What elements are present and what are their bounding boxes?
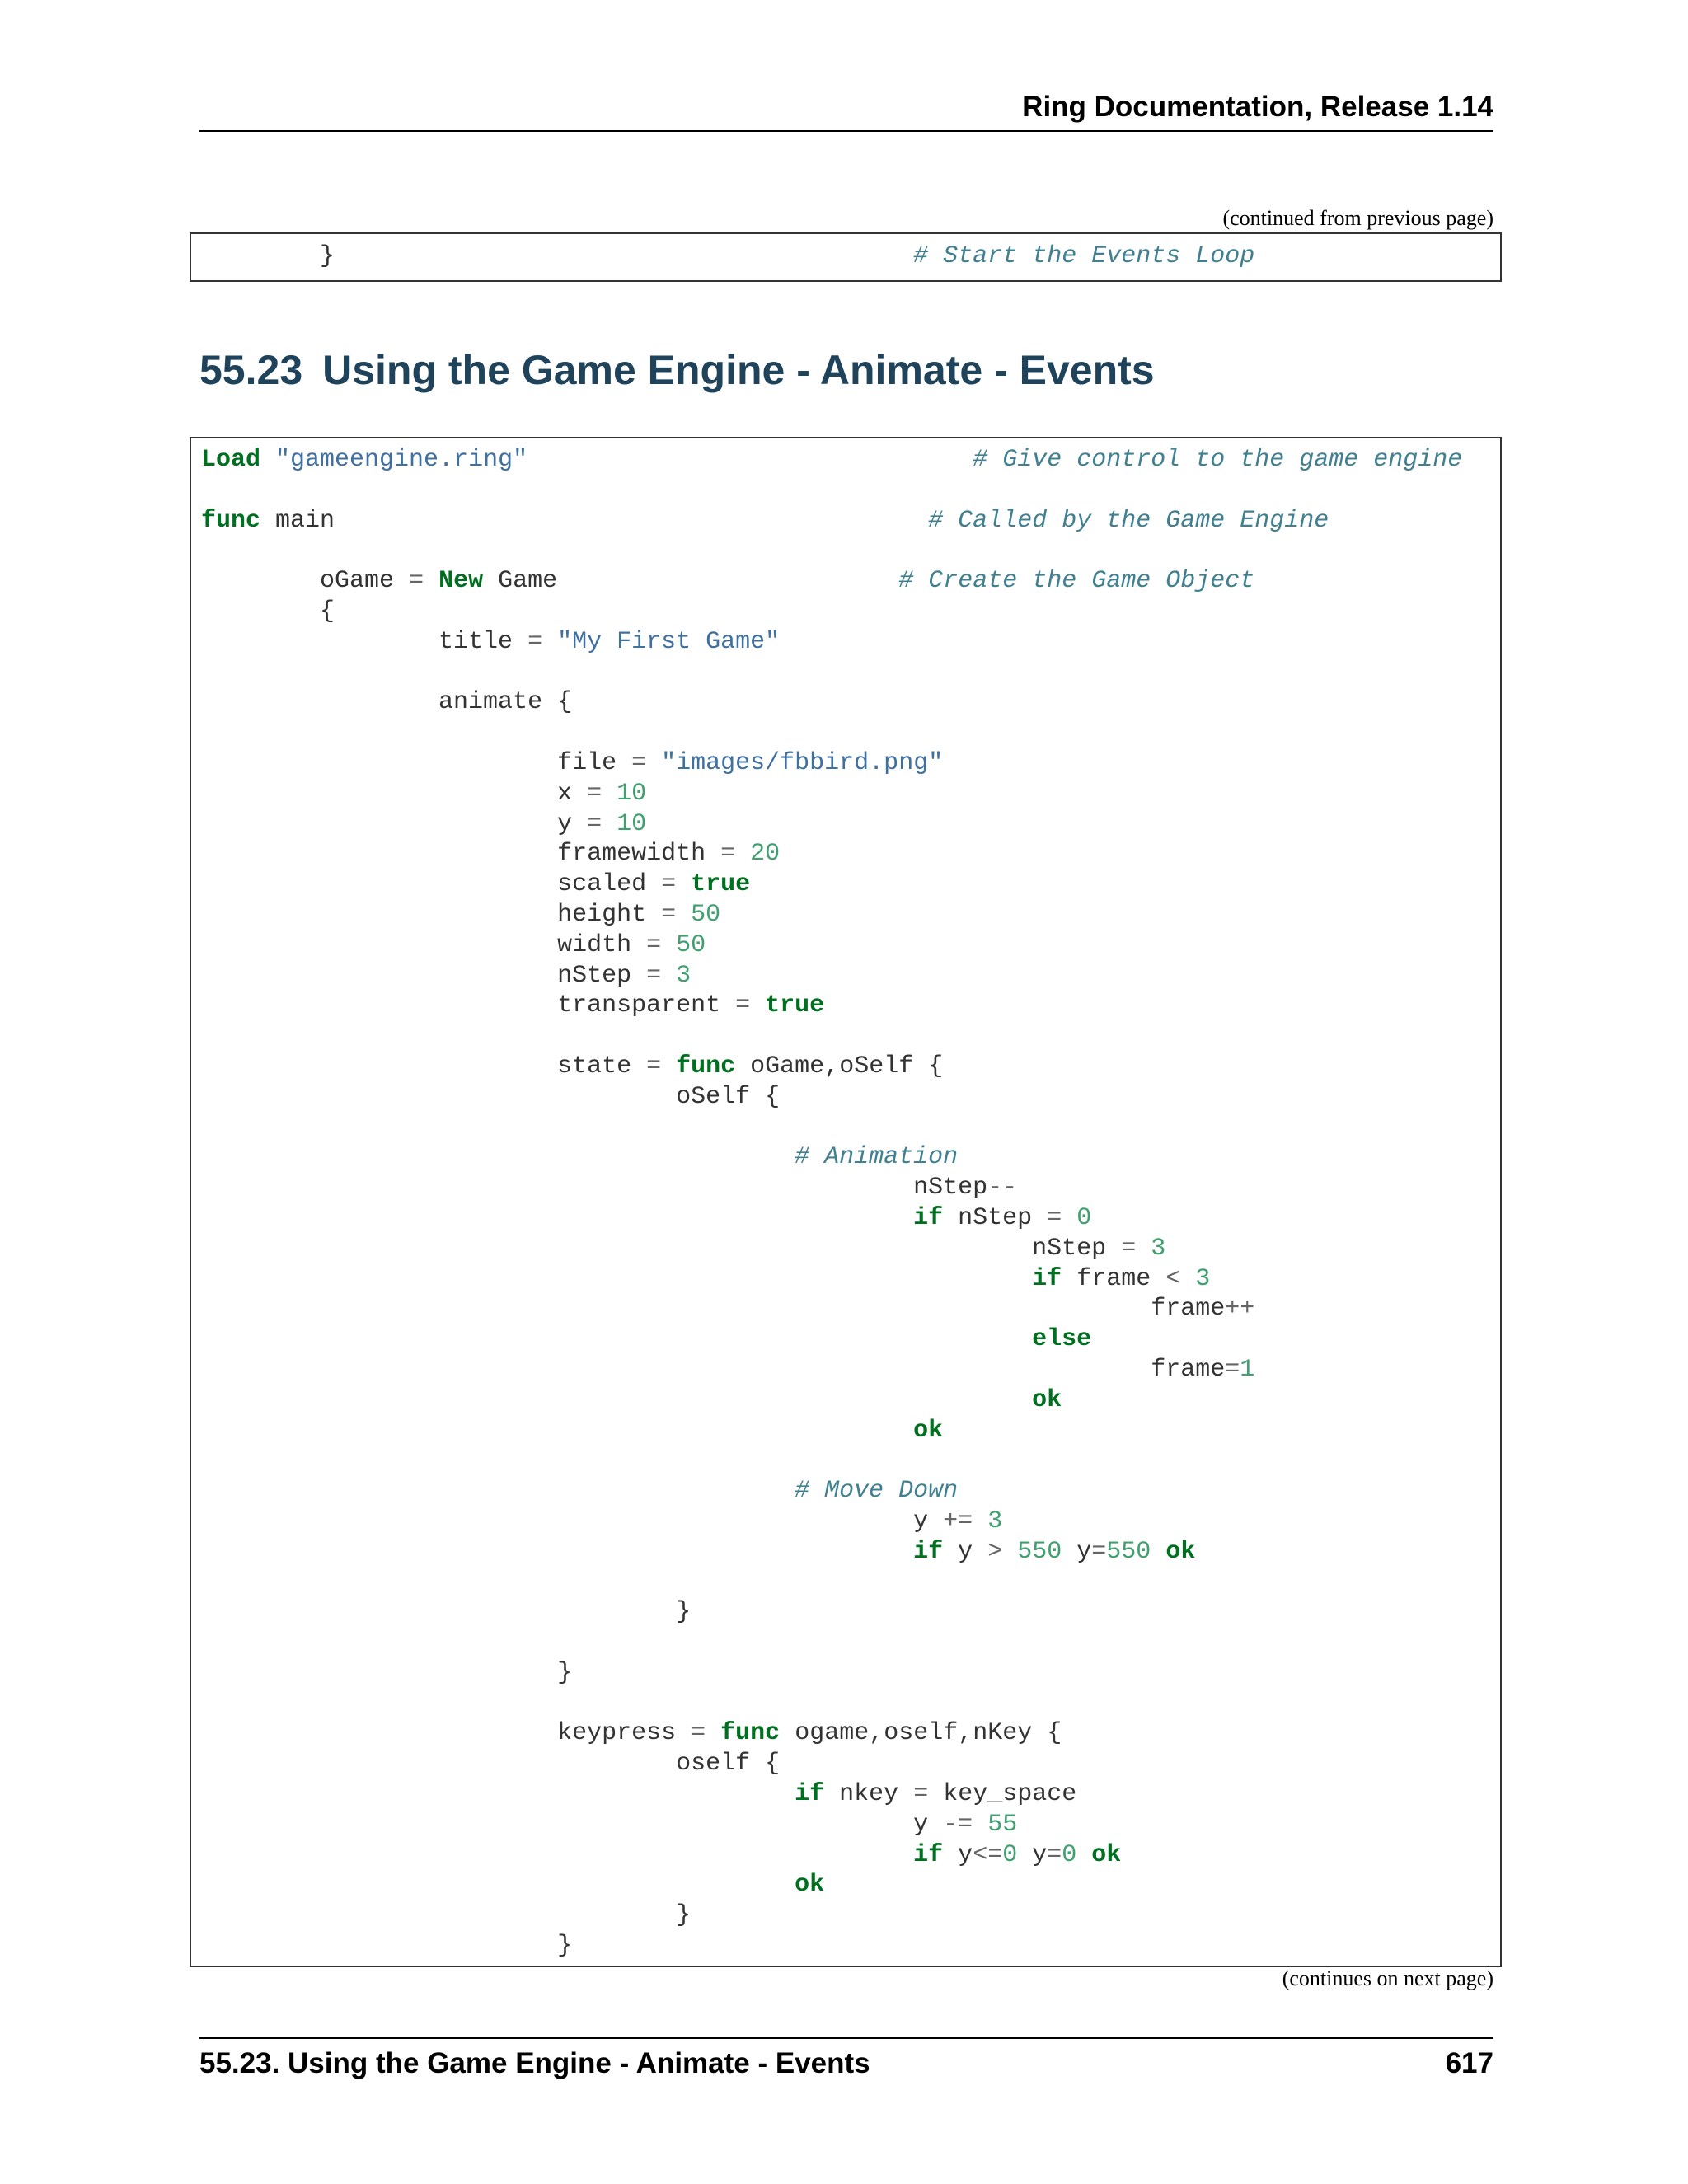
- code-identifier: main: [275, 506, 335, 535]
- code-number: 50: [691, 900, 721, 929]
- section-number: 55.23: [199, 347, 303, 393]
- code-identifier: title: [438, 627, 513, 656]
- continued-note: (continued from previous page): [1222, 206, 1493, 230]
- code-keyword: true: [765, 991, 825, 1020]
- code-brace: }: [676, 1901, 692, 1930]
- code-keyword: ok: [795, 1871, 825, 1900]
- code-number: 550: [1106, 1537, 1151, 1566]
- code-operator: =: [661, 900, 677, 929]
- code-keyword: ok: [1032, 1385, 1062, 1414]
- previous-code: [201, 241, 1254, 272]
- code-keyword: ok: [1091, 1840, 1122, 1869]
- code-string: "gameengine.ring": [275, 446, 528, 474]
- section-heading: [199, 346, 1155, 394]
- code-string: "images/fbbird.png": [661, 748, 944, 777]
- code-comment: # Start the Events Loop: [913, 242, 1255, 270]
- code-operator: =: [1225, 1355, 1240, 1384]
- code-number: 10: [617, 779, 647, 808]
- code-identifier: nStep: [958, 1203, 1033, 1232]
- code-identifier: framewidth: [557, 840, 706, 869]
- code-identifier: Game: [498, 567, 558, 596]
- code-identifier: nStep: [1032, 1234, 1107, 1263]
- code-operator: =: [1091, 1537, 1107, 1566]
- code-operator: =: [661, 870, 677, 899]
- code-number: 3: [1151, 1234, 1166, 1263]
- code-brace: {: [320, 597, 335, 626]
- code-number: 0: [1076, 1203, 1092, 1232]
- page-header: Ring Documentation, Release 1.14: [1022, 91, 1493, 123]
- code-operator: =: [1047, 1203, 1062, 1232]
- code-identifier: y: [958, 1840, 973, 1869]
- code-identifier: state: [557, 1052, 632, 1080]
- footer-rule: [199, 2037, 1493, 2039]
- code-number: 1: [1240, 1355, 1255, 1384]
- code-keyword: New: [438, 567, 484, 596]
- code-operator: --: [987, 1174, 1018, 1202]
- code-operator: <=: [973, 1840, 1003, 1869]
- code-identifier: nkey: [839, 1780, 899, 1809]
- code-identifier: file: [557, 748, 617, 777]
- previous-code-block: [190, 232, 1502, 282]
- code-operator: =: [646, 1052, 662, 1080]
- code-number: 0: [1062, 1840, 1077, 1869]
- code-string: "My First Game": [557, 627, 781, 656]
- code-operator: +=: [943, 1507, 973, 1535]
- code-identifier: key_space: [943, 1780, 1077, 1809]
- code-block: [190, 437, 1502, 1967]
- code-operator: =: [409, 567, 424, 596]
- code-identifier: y: [1076, 1537, 1092, 1566]
- code-operator: =: [735, 991, 751, 1020]
- code-operator: =: [720, 840, 736, 869]
- code-keyword: if: [913, 1203, 944, 1232]
- continues-note: (continues on next page): [1282, 1966, 1493, 1990]
- code-operator: =: [1121, 1234, 1137, 1263]
- code-identifier: frame: [1151, 1355, 1226, 1384]
- code-number: 50: [676, 930, 706, 959]
- code-keyword: if: [913, 1840, 944, 1869]
- code-operator: =: [1047, 1840, 1062, 1869]
- code-keyword: true: [691, 870, 751, 899]
- code-comment: # Create the Game Object: [898, 567, 1255, 596]
- code-keyword: Load: [201, 446, 261, 474]
- code-identifier: y: [557, 809, 573, 838]
- code-brace: }: [557, 1658, 573, 1687]
- code-operator: >: [987, 1537, 1003, 1566]
- code-brace: }: [320, 242, 335, 270]
- code-operator: <: [1165, 1264, 1181, 1293]
- code-identifier: oGame: [320, 567, 395, 596]
- code-operator: =: [691, 1719, 706, 1748]
- code-keyword: ok: [913, 1416, 944, 1445]
- code-comment: # Give control to the game engine: [973, 446, 1463, 474]
- code-number: 550: [1017, 1537, 1062, 1566]
- code-number: 55: [987, 1810, 1018, 1839]
- code-identifier: y: [958, 1537, 973, 1566]
- code-comment: # Called by the Game Engine: [928, 506, 1329, 535]
- code-identifier: transparent: [557, 991, 721, 1020]
- code-identifier: oself {: [676, 1750, 781, 1779]
- code-identifier: y: [913, 1507, 929, 1535]
- code-number: 3: [1195, 1264, 1211, 1293]
- code-keyword: else: [1032, 1325, 1092, 1354]
- code-number: 3: [987, 1507, 1003, 1535]
- code-identifier: frame: [1151, 1295, 1226, 1324]
- code-number: 10: [617, 809, 647, 838]
- code-number: 20: [750, 840, 781, 869]
- code-operator: =: [913, 1780, 929, 1809]
- code-operator: =: [646, 961, 662, 990]
- code-keyword: func: [676, 1052, 736, 1080]
- code-operator: ++: [1225, 1295, 1255, 1324]
- code-number: 3: [676, 961, 692, 990]
- code-operator: =: [528, 627, 543, 656]
- code-identifier: animate {: [438, 688, 573, 717]
- code-keyword: if: [1032, 1264, 1062, 1293]
- code-identifier: width: [557, 930, 632, 959]
- code-operator: =: [631, 748, 647, 777]
- code-operator: =: [646, 930, 662, 959]
- code-identifier: ogame,oself,nKey {: [795, 1719, 1062, 1748]
- code-keyword: func: [720, 1719, 781, 1748]
- code-brace: }: [557, 1932, 573, 1961]
- code-identifier: nStep: [557, 961, 632, 990]
- code-identifier: y: [1032, 1840, 1048, 1869]
- code-identifier: scaled: [557, 870, 647, 899]
- code-comment: # Move Down: [795, 1477, 959, 1506]
- code-identifier: keypress: [557, 1719, 677, 1748]
- code-identifier: nStep: [913, 1174, 988, 1202]
- code-operator: =: [587, 809, 603, 838]
- footer-section-label: 55.23. Using the Game Engine - Animate - Events: [199, 2047, 870, 2079]
- code-identifier: oGame,oSelf {: [750, 1052, 944, 1080]
- code-comment: # Animation: [795, 1143, 959, 1172]
- code-identifier: oSelf {: [676, 1082, 781, 1111]
- code-number: 0: [1002, 1840, 1018, 1869]
- code-keyword: if: [795, 1780, 825, 1809]
- page-number: 617: [1445, 2047, 1493, 2079]
- code-identifier: y: [913, 1810, 929, 1839]
- code-identifier: height: [557, 900, 647, 929]
- header-rule: [199, 130, 1493, 132]
- code-identifier: x: [557, 779, 573, 808]
- code-listing: [201, 445, 1462, 1961]
- code-identifier: frame: [1076, 1264, 1151, 1293]
- code-keyword: func: [201, 506, 261, 535]
- code-brace: }: [676, 1598, 692, 1627]
- code-keyword: if: [913, 1537, 944, 1566]
- code-operator: -=: [943, 1810, 973, 1839]
- code-keyword: ok: [1165, 1537, 1196, 1566]
- code-operator: =: [587, 779, 603, 808]
- section-title-text: Using the Game Engine - Animate - Events: [322, 347, 1155, 393]
